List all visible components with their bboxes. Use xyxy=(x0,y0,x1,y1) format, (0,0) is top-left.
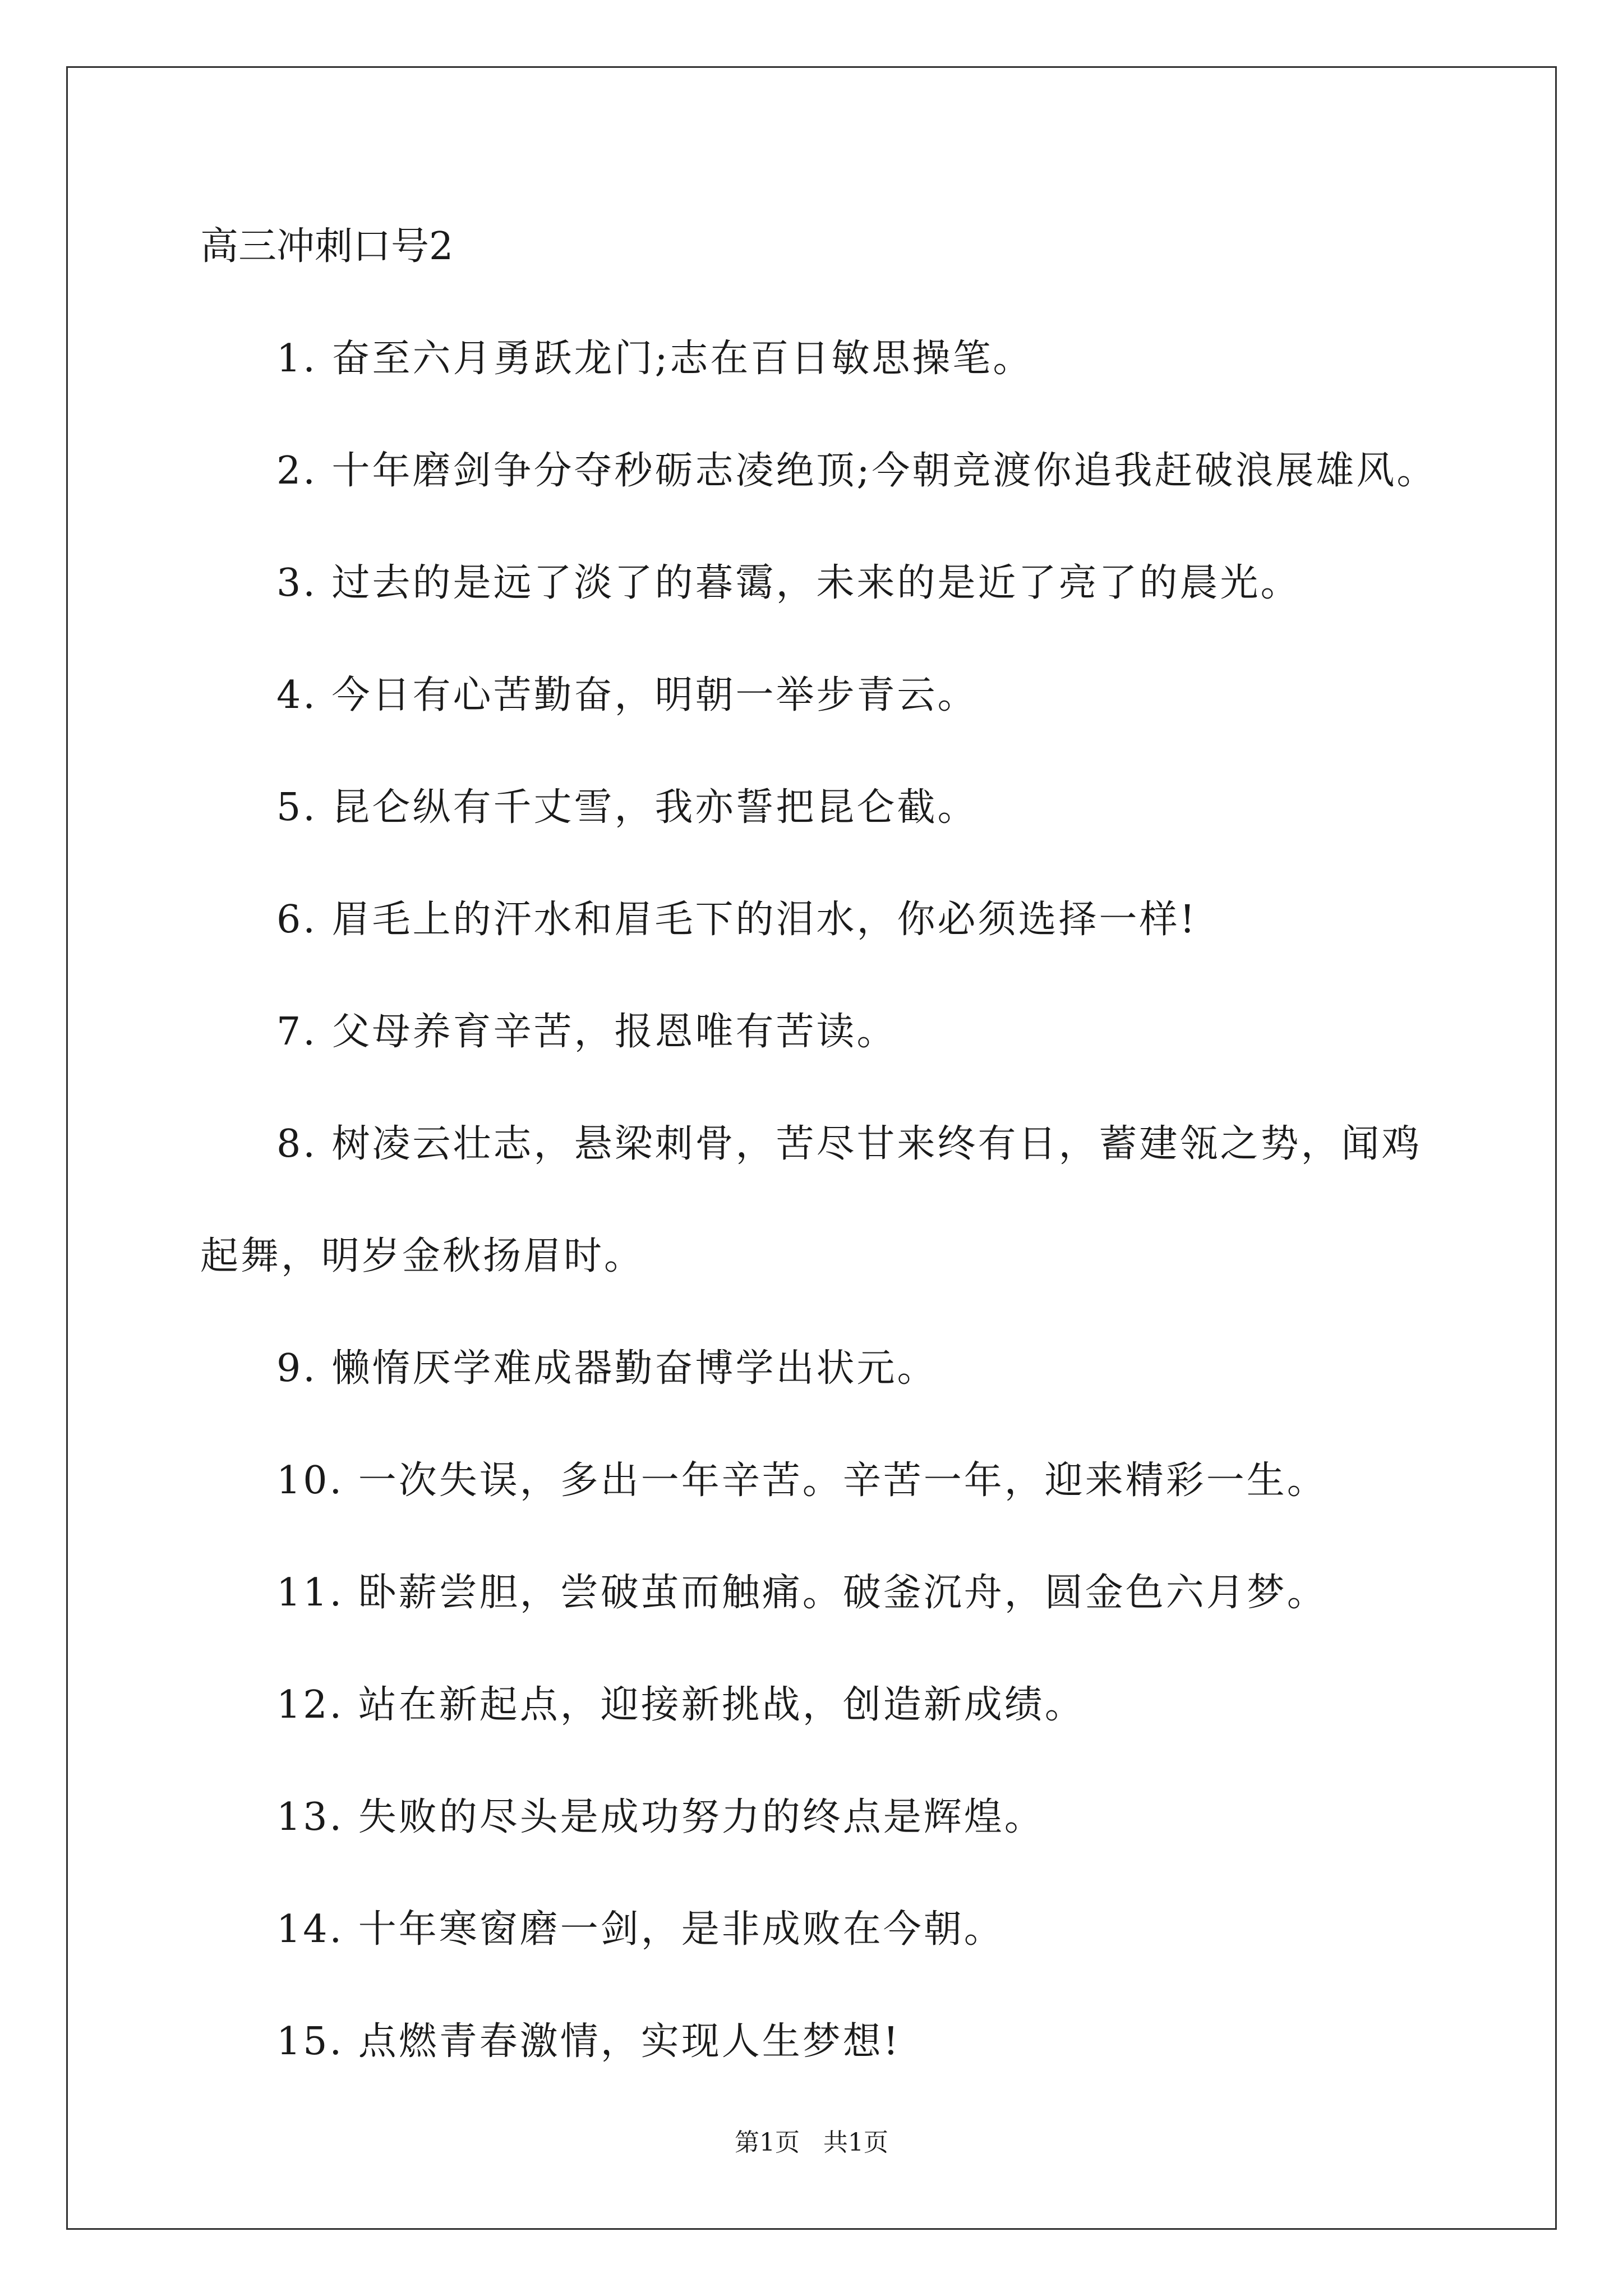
slogan-item-2: 2. 十年磨剑争分夺秒砺志凌绝顶;今朝竞渡你追我赶破浪展雄风。 xyxy=(276,449,1437,493)
slogan-item-13: 13. 失败的尽头是成功努力的终点是辉煌。 xyxy=(276,1795,1045,1839)
page-footer xyxy=(0,2126,1623,2160)
slogan-item-1: 1. 奋至六月勇跃龙门;志在百日敏思操笔。 xyxy=(276,337,1034,381)
slogan-item-9: 9. 懒惰厌学难成器勤奋博学出状元。 xyxy=(276,1346,938,1391)
document-title: 高三冲刺口号2 xyxy=(200,224,454,269)
slogan-item-14: 14. 十年寒窗磨一剑，是非成败在今朝。 xyxy=(276,1907,1004,1952)
slogan-item-7: 7. 父母养育辛苦，报恩唯有苦读。 xyxy=(276,1010,897,1054)
document-body xyxy=(200,219,1479,2126)
slogan-item-8-line1: 8. 树凌云壮志，悬梁刺骨，苦尽甘来终有日，蓄建瓴之势，闻鸡 xyxy=(276,1122,1422,1166)
slogan-item-6: 6. 眉毛上的汗水和眉毛下的泪水，你必须选择一样! xyxy=(276,898,1197,942)
slogan-item-8-line2: 起舞，明岁金秋扬眉时。 xyxy=(200,1234,645,1278)
page-number-current: 第1页 xyxy=(735,2128,800,2157)
slogan-item-4: 4. 今日有心苦勤奋，明朝一举步青云。 xyxy=(276,673,978,717)
slogan-item-8 xyxy=(200,1116,1479,1285)
slogan-item-15: 15. 点燃青春激情，实现人生梦想! xyxy=(276,2019,901,2064)
slogan-item-5: 5. 昆仑纵有千丈雪，我亦誓把昆仑截。 xyxy=(276,785,978,830)
slogan-item-10: 10. 一次失误，多出一年辛苦。辛苦一年，迎来精彩一生。 xyxy=(276,1458,1327,1503)
slogan-item-11: 11. 卧薪尝胆，尝破茧而触痛。破釜沉舟，圆金色六月梦。 xyxy=(276,1571,1327,1615)
page-number-total: 共1页 xyxy=(823,2128,888,2157)
slogan-item-3: 3. 过去的是远了淡了的暮霭，未来的是近了亮了的晨光。 xyxy=(276,561,1301,605)
slogan-item-12: 12. 站在新起点，迎接新挑战，创造新成绩。 xyxy=(276,1683,1085,1727)
